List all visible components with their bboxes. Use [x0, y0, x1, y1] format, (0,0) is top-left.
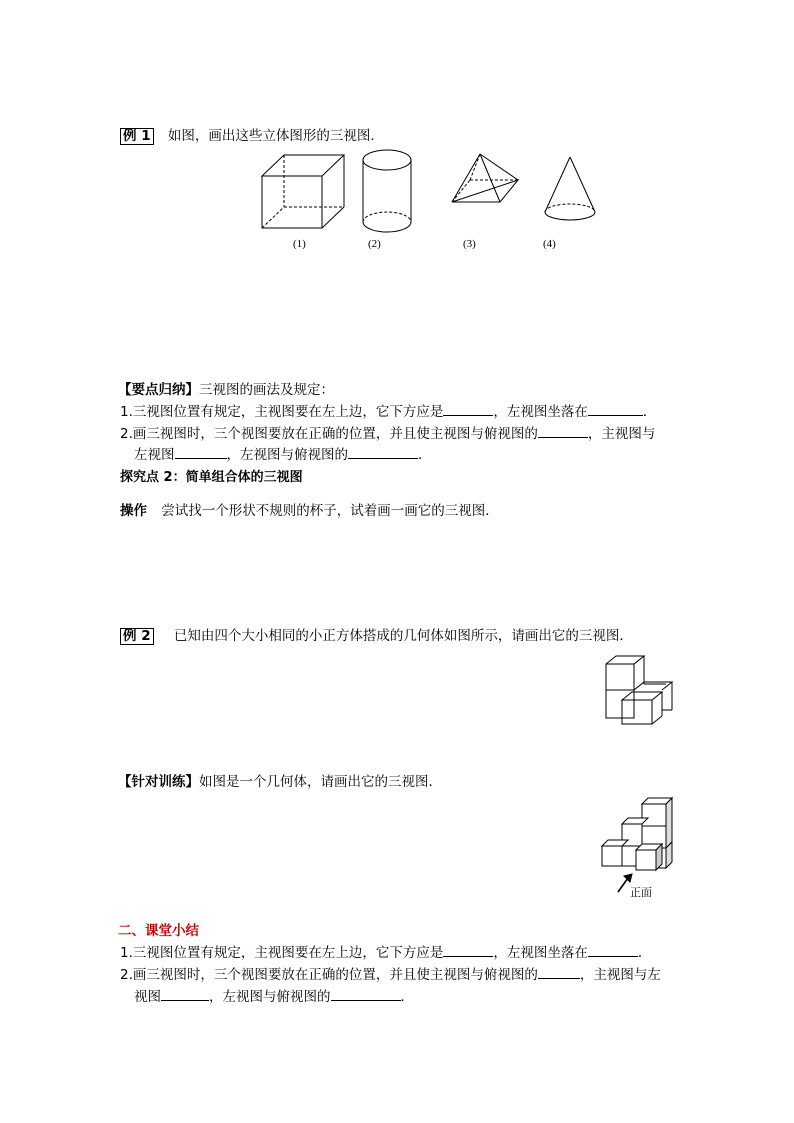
key-points-heading-text: 三视图的画法及规定：	[199, 382, 334, 398]
figure-caption-1: (1)	[293, 238, 306, 250]
example2-line	[120, 624, 633, 645]
key-points-heading: 【要点归纳】	[118, 382, 199, 398]
item-text: 画三视图时，三个视图要放在正确的位置，并且使主视图与俯视图的	[132, 967, 538, 983]
stair-cubes-figure	[600, 794, 676, 870]
key-point-item-2	[120, 422, 655, 442]
cylinder-figure	[362, 148, 416, 238]
item-number: 2.	[120, 967, 133, 983]
fill-blank[interactable]	[348, 445, 418, 459]
front-label: 正面	[630, 886, 652, 899]
fill-blank[interactable]	[443, 402, 493, 416]
fill-blank[interactable]	[588, 943, 638, 957]
item-text: ．	[642, 404, 657, 420]
key-points-heading-line	[118, 378, 334, 398]
item-text: ．	[418, 447, 432, 463]
fill-blank[interactable]	[588, 402, 643, 416]
item-text: ，左视图与俯视图的	[209, 989, 331, 1005]
item-number: 2.	[120, 426, 133, 442]
summary-title: 二、课堂小结	[118, 923, 199, 939]
training-text: 如图是一个几何体，请画出它的三视图．	[199, 774, 442, 790]
example1-text: 如图，画出这些立体图形的三视图．	[167, 128, 384, 144]
fill-blank[interactable]	[161, 987, 209, 1001]
figure-caption-3: (3)	[463, 238, 476, 250]
item-text: ，左视图坐落在	[493, 404, 588, 420]
cube-figure	[258, 152, 348, 232]
item-text: ，左视图坐落在	[493, 945, 588, 961]
fill-blank[interactable]	[538, 424, 588, 438]
item-text: 画三视图时，三个视图要放在正确的位置，并且使主视图与俯视图的	[132, 426, 538, 442]
example2-text: 已知由四个大小相同的小正方体搭成的几何体如图所示，请画出它的三视图．	[173, 628, 633, 644]
fill-blank[interactable]	[175, 445, 227, 459]
pyramid-figure	[450, 152, 522, 208]
item-text: ，左视图与俯视图的	[226, 447, 348, 463]
item-number: 1.	[120, 404, 133, 420]
explore-point-2-title: 探究点 2：简单组合体的三视图	[120, 470, 303, 485]
operation-label: 操作	[120, 503, 147, 519]
figure-caption-2: (2)	[368, 238, 381, 250]
item-text: 左视图	[134, 447, 175, 463]
item-text: 三视图位置有规定，主视图要在左上边，它下方应是	[132, 404, 444, 420]
summary-item-1	[120, 941, 651, 961]
operation-line	[120, 499, 499, 519]
example1-line	[120, 124, 384, 145]
key-point-item-1	[120, 400, 656, 420]
cone-figure	[543, 155, 599, 225]
four-cubes-figure	[604, 654, 676, 726]
item-text: ．	[637, 945, 652, 961]
fill-blank[interactable]	[331, 987, 401, 1001]
example2-tag: 例 2	[120, 628, 154, 645]
training-line	[118, 770, 442, 790]
item-text: 视图	[134, 989, 161, 1005]
fill-blank[interactable]	[538, 965, 580, 979]
training-heading: 【针对训练】	[118, 774, 199, 790]
item-text: ，主视图与左	[579, 967, 661, 983]
item-text: 三视图位置有规定，主视图要在左上边，它下方应是	[132, 945, 444, 961]
summary-item-2-cont	[134, 985, 414, 1005]
example1-tag: 例 1	[120, 128, 154, 145]
key-point-item-2-cont	[134, 443, 432, 463]
fill-blank[interactable]	[443, 943, 493, 957]
summary-item-2	[120, 963, 661, 983]
item-text: ．	[400, 989, 414, 1005]
figure-caption-4: (4)	[543, 238, 556, 250]
item-text: ，主视图与	[587, 426, 656, 442]
operation-text: 尝试找一个形状不规则的杯子，试着画一画它的三视图．	[161, 503, 499, 519]
item-number: 1.	[120, 945, 133, 961]
